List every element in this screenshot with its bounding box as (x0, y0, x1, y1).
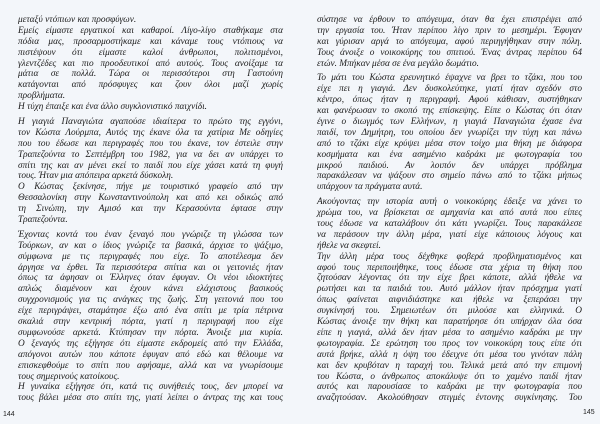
text-line: ήθελε να σκεφτεί. (317, 240, 381, 251)
text-line: είχε περιγράψει, σταμάτησε έξω από ένα σπίτι με τρία πέτρινα (18, 306, 283, 317)
text-line: Ακούγοντας την ιστορία αυτή ο νοικοκύρης έδειξε να χάνει το (317, 197, 582, 208)
right-page-text (317, 15, 582, 404)
text-line: Έχοντας κοντά του έναν ξεναγό που γνώριζε τη γλώσσα των (18, 229, 283, 240)
text-line: Ο Κώστας ξεκίνησε, πήγε με τουριστικό γραφείο από την (18, 182, 283, 193)
paragraph (317, 197, 582, 251)
text-line: πιστέψουν ότι είμαστε καλοί άνθρωποι, πολιτισμένοι, (18, 47, 283, 58)
text-line: Τους άνοιξε ο νοικοκύρης του σπιτιού. Ένας άντρας περίπου 64 (317, 47, 582, 58)
text-line: πόδια μας, προσαρμοστήκαμε και κάναμε τους ντόπιους να (18, 36, 283, 47)
text-line: παιδί, τον Δημήτρη, του οποίου δεν γνωρίζει την τύχη και πάνω (317, 127, 582, 138)
text-line: υπάρχουν τα πράγματα αυτά. (317, 182, 423, 193)
text-line: και φανέρωσαν το σκοπό της επίσκεψης. Είπε ο Κώστας ότι όταν (317, 106, 582, 117)
text-line: μάτια σε πολλά. Τώρα οι περισσότεροι στη Γαστούνη (18, 69, 283, 80)
text-line: του Κώστα, ο άνθρωπος αποκάλυψε ότι το χαμένο παιδί ήταν (317, 371, 582, 382)
text-line: έγινε ο διωγμός των Ελλήνων, η γιαγιά Παναγιώτα έχασε ένα (317, 117, 582, 128)
text-line: τον Κώστα Λούρμπα, Αυτός της έκανε όλα τα χατίρια Με οδηγίες (18, 127, 283, 138)
paragraph (18, 102, 283, 113)
paragraph (18, 382, 283, 404)
text-line: απόγονοι αυτών που κάποτε έφυγαν από εδώ και θέλουμε να (18, 349, 283, 360)
paragraph (317, 252, 582, 404)
text-line: Η γυναίκα εξήγησε ότι, κατά τις συνήθειές τους, δεν μπορεί να (18, 382, 283, 393)
text-line: Τούρκων, αν και ο ίδιος γνώριζε τα βασικά, άρχισε το ψάξιμο, (18, 240, 283, 251)
text-line: χρώμα του, να βρίσκεται σε αμηχανία και από αυτά που είπες (317, 208, 582, 219)
text-line: τους σημερινούς κατοίκους. (18, 371, 120, 382)
text-line: σύστησε να έρθουν το απόγευμα, όταν θα έχει επιστρέψει από (317, 15, 582, 25)
text-line: μικρού παιδιού. Αν λοιπόν δεν υπάρχει πρόβλημα (317, 160, 582, 171)
paragraph (317, 73, 582, 193)
text-line: και γύρισαν αργά το απόγευμα, αφού περιηγήθηκαν στην πόλη. (317, 36, 582, 47)
paragraph (317, 15, 582, 69)
text-line: όπως φαίνεται αιφνιδιάστηκε και ήθελε να ξεπεράσει την (317, 295, 582, 306)
text-line: να περάσουν την άλλη μέρα, γιατί είχε κάποιους λόγους και (317, 229, 582, 240)
text-line: Το μάτι του Κώστα ερευνητικό έψαχνε να βρει το τζάκι, που του (317, 73, 582, 84)
text-line: Ο ξεναγός της εξήγησε ότι είμαστε εκδρομείς από την Ελλάδα, (18, 338, 283, 349)
paragraph (18, 15, 283, 26)
text-line: τους βάλει μέσα στο σπίτι της, γιατί λείπει ο άντρας της και τους (18, 393, 283, 404)
paragraph (18, 117, 283, 182)
page-number-left: 144 (3, 411, 15, 418)
text-line: συγχρονισμούς για τις ανάγκες της ζωής. Στη γειτονιά που του (18, 295, 283, 306)
text-line: αναζητούσαν. Ακολούθησαν στιγμές έντονης συγκίνησης. Του (317, 393, 582, 404)
text-line: αυτός και παρουσίασε το καδράκι με την φωτογραφία που (317, 382, 582, 393)
text-line: συγκίνησή του. Σημειωτέων ότι μιλούσε και ελληνικά. Ο (317, 306, 582, 317)
text-line: τη Σινώπη, την Αμισό και την Κερασούντα έφτασε στην (18, 204, 283, 215)
text-line: Τραπεζούντα το Σεπτέμβρη του 1982, για να δει αν υπάρχει το (18, 149, 283, 160)
text-line: ζητούσαν λέγοντας ότι την είχε βρει κάποτε, αλλά ήθελε να (317, 273, 582, 284)
text-line: κοσμήματα και ένα ασημένιο καδράκι με φωτογραφία του (317, 149, 582, 160)
text-line: Τραπεζούντα. (18, 215, 68, 226)
text-line: αυτά βρήκε, αλλά η όψη του έδειχνε ότι μέσα του γινόταν πάλη (317, 349, 582, 360)
text-line: τους έδωσε να καταλάβουν ότι κάτι γνωρίζει. Τους παρακάλεσε (317, 219, 582, 230)
text-line: σπίτι της και αν μένει εκεί το παιδί που είχε χάσει κατά τη φυγή (18, 160, 283, 171)
text-line: συμφωνούσε αρκετά. Κτύπησαν την πόρτα. Άνοιξε μια κυρία. (18, 327, 283, 338)
text-line: τους. Ήταν μια απόπειρα αρκετά δύσκολη. (18, 171, 174, 182)
text-line: Θεσσαλονίκη στην Κωνσταντινούπολη και από κει οδικώς από (18, 193, 283, 204)
text-line: Η τύχη έπαιξε και ένα άλλο συγκλονιστικό παιχνίδι. (18, 102, 208, 113)
left-page-text (18, 15, 283, 404)
text-line: απλώς διαμένουν και έχουν κάνει ελάχιστους βασικούς (18, 284, 283, 295)
text-line: άργησε να έρθει. Τα περισσότερα σπίτια και οι γειτονιές ήταν (18, 262, 283, 273)
text-line: σύμφωνα με τις περιγραφές που είχε. Το αποτέλεσμα δεν (18, 251, 283, 262)
text-line: μεταξύ ντόπιων και προσφύγων. (18, 15, 137, 25)
text-line: και δεν κρυβόταν η ταραχή του. Τελικά μετά από την επιμονή (317, 360, 582, 371)
text-line: προβλήματα. (18, 91, 66, 102)
text-line: Κώστας άνοιξε την θήκη και παρατήρησε ότι υπήρχαν όλα όσα (317, 317, 582, 328)
page-number-right: 145 (583, 409, 595, 416)
text-line: Την άλλη μέρα τους δέχθηκε φοβερά προβληματισμένος και (317, 251, 582, 262)
text-line: γλεντζέδες και πιο προοδευτικοί από αυτούς. Τους ανοίξαμε τα (18, 58, 283, 69)
text-line: από το τζάκι είχε κρύψει μέσα στον τοίχο μια θήκη με διάφορα (317, 138, 582, 149)
text-line: Η γιαγιά Παναγιώτα αγαπούσε ιδιαίτερα το πρώτο της εγγόνι, (18, 117, 283, 128)
text-line: αφού τους περιποιήθηκε, τους έδωσε στα χέρια τη θήκη που (317, 262, 582, 273)
paragraph (18, 230, 283, 382)
text-line: την εργασία του. Ήταν περίπου λίγο πριν το μεσημέρι. Έφυγαν (317, 25, 582, 36)
text-line: κέντρο, όπως ήταν η περιγραφή. Αφού κάθισαν, συστήθηκαν (317, 95, 582, 106)
text-line: Εμείς είμαστε εργατικοί και καθαροί. Λίγο-λίγο σταθήκαμε στα (18, 25, 283, 36)
text-line: παρακάλεσαν να ψάξουν στο σημείο πάνω από το τζάκι μήπως (317, 171, 582, 182)
text-line: ετών. Μπήκαν μέσα σε ένα μεγάλο δωμάτιο. (317, 58, 479, 69)
text-line: όπως τα άφησαν οι Έλληνες όταν έφυγαν. Οι νέοι ιδιοκτήτες (18, 273, 283, 284)
text-line: επισκεφθούμε το σπίτι που αφήσαμε, αλλά και να γνωρίσουμε (18, 360, 283, 371)
text-line: φωτογραφία. Σε ερώτηση του προς τον νοικοκύρη τους είπε ότι (317, 338, 582, 349)
paragraph (18, 26, 283, 102)
paragraph (18, 182, 283, 226)
text-line: κατάγονται από πρόσφυγες και ζουν όλοι μαζί χωρίς (18, 80, 283, 91)
text-line: είπε η γιαγιά, αλλά δεν ήταν μέσα το ασημένιο καδράκι με την (317, 327, 582, 338)
text-line: σκαλιά στην κεντρική πόρτα, γιατί η περιγραφή που είχε (18, 317, 283, 328)
text-line: που του έδωσε και περιγραφές που του έκανε, τον έστειλε στην (18, 138, 283, 149)
text-line: είχε πει η γιαγιά. Δεν δυσκολεύτηκε, γιατί ήταν σχεδόν στο (317, 84, 582, 95)
text-line: ρωτήσει και τα παιδιά του. Αυτό μάλλον ήταν πρόσχημα γιατί (317, 284, 582, 295)
